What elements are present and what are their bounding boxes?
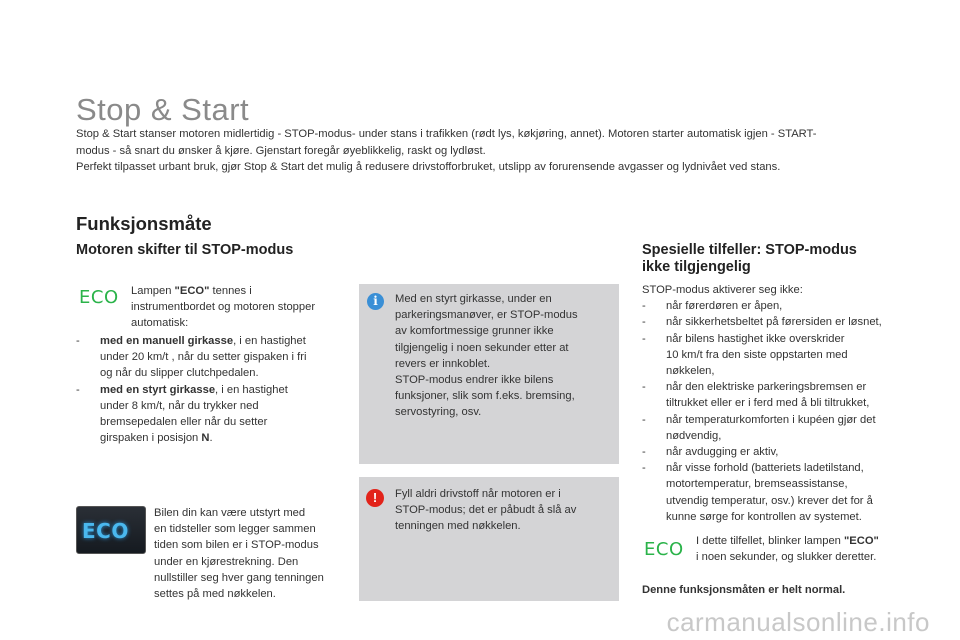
intro-line: Stop & Start stanser motoren midlertidig - STOP-modus- under stans i trafikken (rødt lys, køkjøring, annet). Motoren starter automatisk igjen - START- [76, 128, 817, 140]
list-dash: - [642, 462, 646, 475]
item-line: når avdugging er aktiv, [666, 446, 779, 459]
item-rest: , i en hastighet [215, 383, 288, 396]
info-panel [359, 284, 619, 464]
list-dash: - [76, 335, 80, 347]
list-dash: - [642, 381, 646, 394]
item-line: utvendig temperatur, osv.) krever det for å [666, 494, 873, 507]
list-item [642, 460, 932, 525]
item-line: når visse forhold (batteriets ladetilstand, [666, 462, 864, 475]
list-item [642, 444, 932, 460]
list-item [642, 331, 932, 380]
item-line: 10 km/t fra den siste oppstarten med [666, 348, 848, 361]
timer-line: en tidsteller som legger sammen [154, 523, 316, 536]
item-line: og når du slipper clutchpedalen. [100, 367, 259, 380]
right-heading-line: Spesielle tilfeller: STOP-modus [642, 242, 857, 258]
blink-text-pre: I dette tilfellet, blinker lampen [696, 535, 844, 547]
item-line: når førerdøren er åpen, [666, 300, 783, 313]
info-icon: i [367, 293, 384, 310]
info-line: revers er innkoblet. [395, 357, 491, 370]
list-item [642, 314, 932, 330]
warning-line: STOP-modus; det er påbudt å slå av [395, 504, 577, 517]
info-line: tilgjengelig i noen sekunder etter at [395, 341, 569, 354]
list-item [642, 379, 932, 411]
item-line: når sikkerhetsbeltet på førersiden er løsnet, [666, 316, 882, 329]
list-dash: - [76, 383, 80, 396]
blink-text-line: i noen sekunder, og slukker deretter. [696, 551, 877, 564]
timer-line: under en kjørestrekning. Den [154, 555, 299, 568]
info-text [395, 291, 615, 421]
warning-panel [359, 477, 619, 601]
lamp-text-pre: Lampen [131, 285, 175, 297]
item-line: nødvendig, [666, 429, 722, 442]
item-line: nøkkelen, [666, 365, 715, 378]
list-dash: - [642, 413, 646, 426]
info-line: av komfortmessige grunner ikke [395, 325, 554, 338]
list-dash: - [642, 332, 646, 345]
intro-line: modus - så snart du ønsker å kjøre. Gjenstart foregår øyeblikkelig, raskt og lydløst. [76, 144, 486, 157]
item-bold: med en styrt girkasse [100, 383, 216, 396]
timer-line: tiden som bilen er i STOP-modus [154, 539, 319, 552]
intro-line: Perfekt tilpasset urbant bruk, gjør Stop & Start det mulig å redusere drivstofforbruket, utslipp av forurensende avgasser og lydnivået ved stans. [76, 161, 781, 173]
lamp-text-bold: "ECO" [174, 285, 210, 297]
warning-line: tenningen med nøkkelen. [395, 520, 521, 533]
item-line: når den elektriske parkeringsbremsen er [666, 381, 867, 394]
list-item [76, 333, 351, 382]
item-line: bremsepedalen eller når du setter [100, 416, 268, 429]
info-line: Med en styrt girkasse, under en [395, 293, 552, 305]
list-dash: - [642, 446, 646, 459]
eco-lamp-icon: ECO [79, 287, 119, 308]
info-line: servostyring, osv. [395, 406, 482, 419]
warning-line: Fyll aldri drivstoff når motoren er i [395, 488, 561, 500]
item-line: under 8 km/t, når du trykker ned [100, 399, 259, 412]
item-line: tiltrukket eller er i ferd med å bli tiltrukket, [666, 397, 870, 410]
eco-display-icon: ECO [82, 519, 129, 543]
timer-description [154, 505, 354, 602]
list-dash: - [642, 300, 646, 313]
lamp-text-post: tennes i [209, 285, 252, 297]
lamp-text-line: automatisk: [131, 317, 189, 330]
item-line: motortemperatur, bremseassistanse, [666, 478, 848, 491]
right-heading-line: ikke tilgjengelig [642, 259, 751, 275]
item-line: kunne sørge for kontrollen av systemet. [666, 510, 862, 523]
exceptions-intro: STOP-modus aktiverer seg ikke: [642, 284, 803, 296]
normal-note: Denne funksjonsmåten er helt normal. [642, 584, 846, 596]
list-item [642, 412, 932, 444]
exceptions-list [642, 298, 932, 525]
intro-paragraph [76, 126, 916, 176]
item-line: når temperaturkomforten i kupéen gjør det [666, 413, 876, 426]
left-heading: Motoren skifter til STOP-modus [76, 242, 294, 258]
timer-line: settes på med nøkkelen. [154, 588, 276, 601]
info-line: parkeringsmanøver, er STOP-modus [395, 309, 578, 322]
item-line: når bilens hastighet ikke overskrider [666, 332, 845, 345]
watermark: carmanualsonline.info [666, 607, 930, 637]
item-bold: med en manuell girkasse [100, 335, 234, 347]
section-heading: Funksjonsmåte [76, 213, 212, 234]
list-item [642, 298, 932, 314]
lamp-description [131, 283, 351, 332]
timer-line: nullstiller seg hver gang tenningen [154, 571, 324, 584]
info-line: STOP-modus endrer ikke bilens [395, 374, 554, 387]
page-title: Stop & Start [76, 92, 250, 127]
item-line: under 20 km/t , når du setter gispaken i fri [100, 351, 307, 364]
eco-lamp-icon: ECO [644, 539, 684, 560]
instrument-cluster-image [76, 506, 146, 554]
blink-text-bold: "ECO" [844, 535, 879, 547]
list-dash: - [642, 316, 646, 329]
item-line: . [209, 432, 213, 445]
list-item [76, 382, 351, 447]
right-heading [642, 242, 932, 276]
exceptions-block [642, 282, 932, 525]
blink-description [696, 533, 926, 565]
item-line: girspaken i posisjon [100, 432, 202, 445]
lamp-text-line: instrumentbordet og motoren stopper [131, 301, 316, 314]
warning-text [395, 486, 615, 535]
warning-icon: ! [366, 489, 384, 507]
item-bold: N [201, 432, 210, 445]
item-rest: , i en hastighet [233, 335, 306, 347]
timer-line: Bilen din kan være utstyrt med [154, 507, 306, 519]
info-line: funksjoner, slik som f.eks. bremsing, [395, 390, 575, 403]
stop-conditions-list [76, 333, 351, 446]
